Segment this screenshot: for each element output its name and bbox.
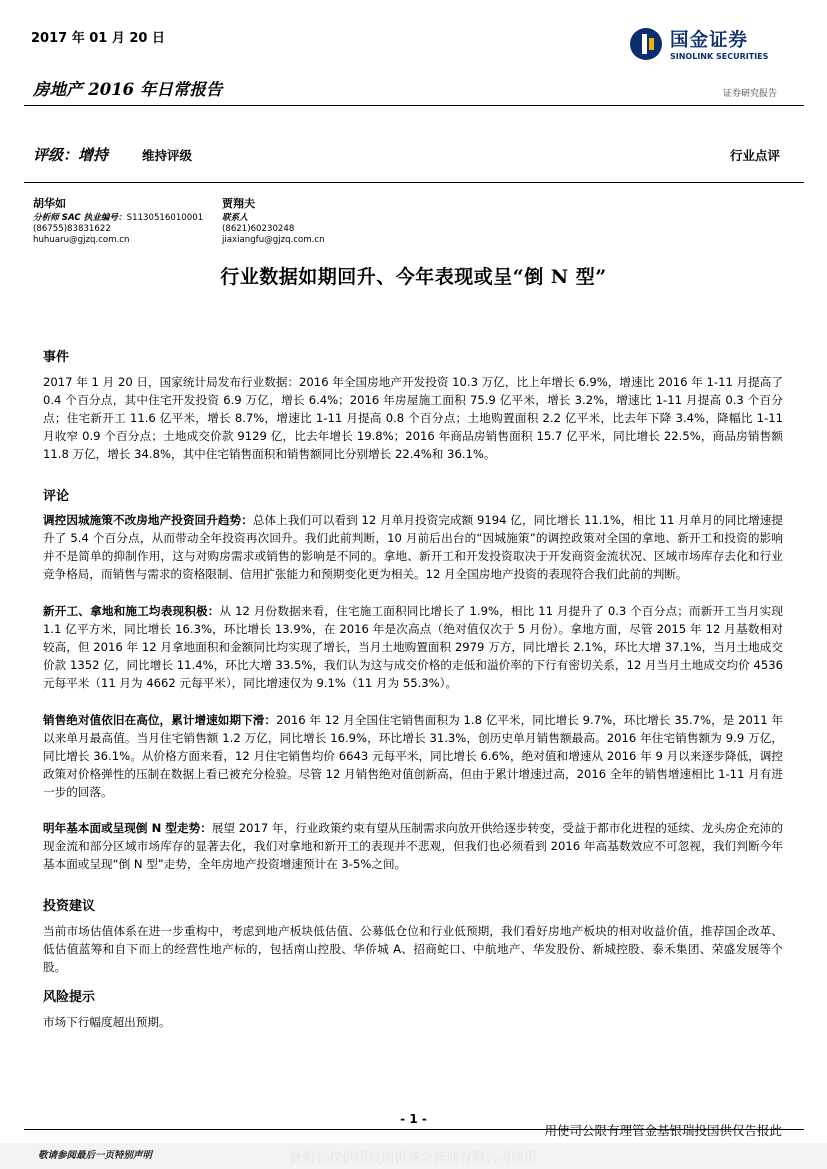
report-category-tag: 证券研究报告 <box>723 89 778 99</box>
section-heading-comment: 评论 <box>43 489 70 504</box>
footer-notice: 用使司公限有理管金基银瑞投国供仅告报此 <box>544 1123 782 1138</box>
contact-label: 联系人 <box>222 213 248 223</box>
rating-divider <box>24 182 804 183</box>
comment-lead: 明年基本面或呈现倒 N 型走势： <box>43 821 212 835</box>
section-heading-risk: 风险提示 <box>43 990 96 1005</box>
rating-status: 维持评级 <box>142 148 193 163</box>
report-date: 2017 年 01 月 20 日 <box>31 31 165 46</box>
logo-mark-icon <box>628 25 664 63</box>
sinolink-logo <box>628 25 788 67</box>
analyst-cert-label: 分析师 SAC 执业编号： <box>33 213 127 223</box>
logo-name: 国金证券 <box>670 30 749 51</box>
contact-card <box>222 196 325 247</box>
comment-paragraph <box>43 602 783 692</box>
comment-paragraph <box>43 819 783 873</box>
comment-lead: 调控因城施策不改房地产投资回升趋势： <box>43 513 253 527</box>
page-number: - 1 - <box>400 1112 427 1126</box>
logo-name-en: SINOLINK SECURITIES <box>670 52 769 61</box>
comment-lead: 新开工、拿地和施工均表现积极： <box>43 604 220 618</box>
section-heading-event: 事件 <box>43 350 70 365</box>
risk-paragraph: 市场下行幅度超出预期。 <box>43 1015 171 1029</box>
report-series-title: 房地产 2016 年日常报告 <box>33 80 223 99</box>
comment-text: 总体上我们可以看到 12 月单月投资完成额 9194 亿，同比增长 11.1%，相比 11 月单月的同比增速提升了 5.4 个百分点，从而带动全年投资再次回升。我们此前判断，10 月前后出台的“因城施策”的调控政策对全国的拿地、新开工和投资的影响并不是简单的抑制作用，这与对购房需求或销售的影响是不同的。拿地、新开工和开发投资取决于开发商资金流状况、区域市场库存去化和行业竞争格局，而销售与需求的资格限制、信用扩张能力和预期变化更为相关。12 月全国房地产投资的表现符合我们此前的判断。 <box>43 513 783 581</box>
report-type: 行业点评 <box>729 148 780 163</box>
contact-phone: (8621)60230248 <box>222 224 295 235</box>
analyst-name: 胡华如 <box>33 197 66 210</box>
watermark-text: 此报告仅供国投瑞银基金管理有限公司使用 <box>289 1151 537 1166</box>
comment-paragraph <box>43 511 783 583</box>
comment-paragraph <box>43 711 783 801</box>
analyst-cert: S1130516010001 <box>126 213 204 223</box>
analyst-email: huhuaru@gjzq.com.cn <box>33 235 130 246</box>
main-title: 行业数据如期回升、今年表现或呈“倒 N 型” <box>220 266 607 288</box>
contact-label-line <box>222 213 325 224</box>
contact-email: jiaxiangfu@gjzq.com.cn <box>222 235 325 246</box>
comment-text: 展望 2017 年，行业政策约束有望从压制需求向放开供给逐步转变，受益于都市化进程的延续、龙头房企充沛的现金流和部分区域市场库存的显著去化，我们对拿地和新开工的表现并不悲观，但我们也必须看到 2016 年高基数效应不可忽视，我们判断今年基本面或呈现“倒 N 型”走势，全年房地产投资增速预计在 3-5%之间。 <box>43 821 783 871</box>
advice-paragraph: 当前市场估值体系在进一步重构中，考虑到地产板块低估值、公募低仓位和行业低预期，我们看好房地产板块的相对收益价值，推荐国企改革、低估值蓝筹和自下而上的经营性地产标的，包括南山控股、华侨城 A、招商蛇口、中航地产、华发股份、新城控股、泰禾集团、荣盛发展等个股。 <box>43 924 783 974</box>
analyst-card <box>33 196 203 247</box>
event-paragraph: 2017 年 1 月 20 日，国家统计局发布行业数据：2016 年全国房地产开发投资 10.3 万亿，比上年增长 6.9%，增速比 2016 年 1-11 月提高了 0.4 个百分点，其中住宅开发投资 6.9 万亿，增长 6.4%；2016 年房屋施工面积 75.9 亿平米，增长 3.2%，增速比 1-11 月提高 0.3 个百分点；住宅新开工 11.6 亿平米，增长 8.7%，增速比 1-11 月提高 0.8 个百分点；土地购置面积 2.2 亿平米，比去年下降 3.4%，降幅比 1-11 月收窄 0.9 个百分点；土地成交价款 9129 亿，比去年增长 19.8%；2016 年商品房销售面积 15.7 亿平米，同比增长 22.5%，商品房销售额 11.8 万亿，增长 34.8%，其中住宅销售面积和销售额同比分别增长 22.4%和 36.1%。 <box>43 375 783 461</box>
rating-label: 评级：增持 <box>33 146 109 164</box>
comment-text: 2016 年 12 月全国住宅销售面积为 1.8 亿平米，同比增长 9.7%，环比增长 35.7%，是 2011 年以来单月最高值。当月住宅销售额 1.2 万亿，同比增长 16.9%，环比增长 31.3%，创历史单月销售额最高。2016 年住宅销售额为 9.9 万亿，同比增长 36.1%。从价格方面来看，12 月住宅销售均价 6643 元每平米，同比增长 6.6%，绝对值和增速从 2016 年 9 月以来逐步降低，调控政策对价格弹性的压制在数据上看已被充分检验。尽管 12 月销售绝对值创新高，但由于累计增速过高，2016 全年的销售增速相比 1-11 月有进一步的回落。 <box>43 713 783 799</box>
header-divider <box>24 105 804 106</box>
comment-lead: 销售绝对值依旧在高位，累计增速如期下滑： <box>43 713 277 727</box>
rating-line <box>33 144 192 165</box>
section-heading-advice: 投资建议 <box>43 899 96 914</box>
analyst-cert-line <box>33 213 203 224</box>
analyst-phone: (86755)83831622 <box>33 224 111 235</box>
disclaimer-note: 敬请参阅最后一页特别声明 <box>38 1150 153 1161</box>
comment-text: 从 12 月份数据来看，住宅施工面积同比增长了 1.9%，相比 11 月提升了 0.3 个百分点；而新开工当月实现 1.1 亿平方米，同比增长 16.3%，环比增长 13.9%，在 2016 年是次高点（绝对值仅次于 5 月份）。拿地方面，尽管 2015 年 12 月基数相对较高，但 2016 年 12 月拿地面积和金额同比均实现了增长，当月土地购置面积 2979 万方，同比增长 2.1%，环比大增 37.1%，当月土地成交价款 1352 亿，同比增长 11.4%，环比大增 33.5%，我们认为这与成交价格的走低和溢价率的下行有密切关系，12 月当月土地成交均价 4536 元每平米（11 月为 4662 元每平米），同比增速仅为 9.1%（11 月为 55.3%）。 <box>43 604 783 690</box>
contact-name: 贾翔夫 <box>222 197 255 210</box>
